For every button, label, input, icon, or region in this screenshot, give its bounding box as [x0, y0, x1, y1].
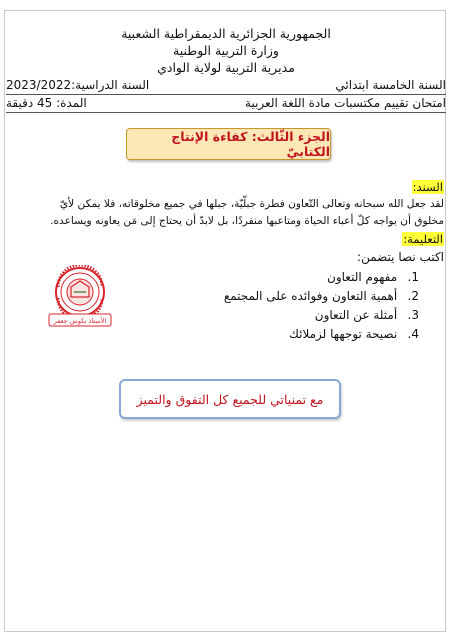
list-text: مفهوم التعاون — [327, 270, 398, 284]
list-item-1 — [327, 270, 419, 285]
exam-title: امتحان تقييم مكتسبات مادة اللغة العربية — [245, 96, 446, 110]
support-label-row — [412, 180, 444, 195]
header-directorate: مديرية التربية لولاية الوادي — [157, 60, 295, 75]
list-text: أمثلة عن التعاون — [314, 308, 398, 322]
closing-message-box — [119, 379, 341, 419]
info-row-1 — [6, 78, 446, 93]
stamp-text: الأستاذ بكوش جعفر — [53, 317, 107, 325]
list-number: 3. — [407, 308, 419, 322]
info-row-2 — [6, 96, 446, 111]
list-item-4 — [289, 327, 419, 342]
list-text: نصيحة توجهها لزملائك — [289, 327, 398, 341]
header-republic: الجمهورية الجزائرية الديمقراطية الشعبية — [121, 26, 331, 41]
teacher-stamp — [44, 265, 116, 329]
list-item-3 — [315, 308, 419, 323]
support-line-1: لقد جعل الله سبحانه وتعالى التّعاون فطرة جبلّيّة، جبلها في جميع مخلوقاته، فلا يمكن لأيّ — [59, 198, 444, 210]
instruction-intro: اكتب نصا يتضمن: — [357, 250, 444, 264]
divider-line — [6, 94, 446, 95]
support-label: السند: — [412, 180, 443, 194]
grade-label: السنة الخامسة ابتدائي — [335, 78, 446, 92]
divider-line-2 — [6, 112, 446, 113]
school-year-label: السنة الدراسية:2023/2022 — [6, 78, 150, 92]
support-line-2: مخلوق أن يواجه كلّ أعباء الحياة ومتاعبها منفردًا، بل لابدّ أن يحتاج إلى مَن يعاونه ويساعده. — [50, 215, 444, 227]
instruction-label-row — [402, 232, 444, 247]
list-text: أهمية التعاون وفوائده على المجتمع — [223, 289, 398, 303]
list-number: 1. — [407, 270, 419, 284]
section-title-box — [126, 128, 331, 160]
instruction-label: التعليمة: — [403, 232, 443, 246]
list-item-2 — [224, 289, 419, 304]
section-title: الجزء الثّالث: كفاءة الإنتاج الكتابيّ — [171, 129, 330, 159]
list-number: 2. — [407, 289, 419, 303]
stamp-seal-icon — [44, 265, 116, 329]
duration-label: المدة: 45 دقيقة — [6, 96, 87, 110]
closing-message: مع تمنياتي للجميع كل التفوق والتميز — [136, 391, 324, 407]
list-number: 4. — [407, 327, 419, 341]
header-ministry: وزارة التربية الوطنية — [173, 43, 279, 58]
